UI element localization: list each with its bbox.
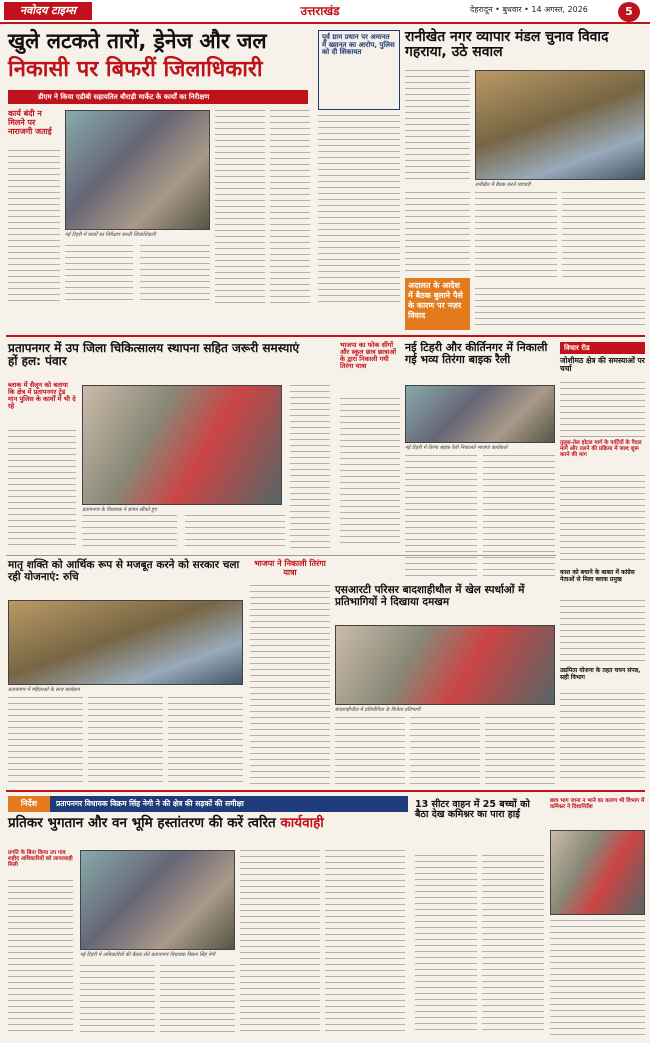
directive-text: प्रतापनगर विधायक विक्रम सिंह नेगी ने की क्षेत्र की सड़कों की समीक्षा xyxy=(56,799,244,808)
tiranga-bike-photo xyxy=(405,385,555,443)
matrushakti-col2 xyxy=(88,697,163,782)
directive-label: निर्देश xyxy=(8,796,50,812)
vehicle-headline: 13 सीटर वाहन में 25 बच्चों को बैठा देख कमिश्नर का पारा हाई xyxy=(415,799,530,821)
sports-caption: बादशाहीथौल में प्रतियोगिता के विजेता प्रतिभागी xyxy=(335,707,421,713)
bottom-col1 xyxy=(8,880,73,1035)
pratapnagar-photo xyxy=(82,385,282,505)
lead-col1-text xyxy=(8,150,60,305)
lead-col3-text xyxy=(140,245,210,305)
bottom-col2 xyxy=(80,965,155,1035)
vichar-headline: जोशीमठ क्षेत्र की समस्याओं पर चर्चा xyxy=(560,356,645,374)
bottom-photo xyxy=(80,850,235,950)
sports-headline: एसआरटी परिसर बादशाहीथौल में खेल स्पर्धाओं में प्रतिभागियों ने दिखाया दमखम xyxy=(335,584,525,608)
lead-side-note: कार्य बंदी न मिलने पर नाराजगी जताई xyxy=(8,109,52,136)
top-right-photo xyxy=(475,70,645,180)
top-right-headline: रानीखेत नगर व्यापार मंडल चुनाव विवाद गहराया, उठे सवाल xyxy=(405,29,609,61)
dateline: देहरादून • बुधवार • 14 अगस्त, 2026 xyxy=(470,5,588,14)
pratapnagar-headline: प्रतापनगर में उप जिला चिकित्सालय स्थापना सहित जरूरी समस्याएं हों हल: पंवार xyxy=(8,341,300,369)
paper-logo: नवोदय टाइम्स xyxy=(4,2,92,20)
page-number: 5 xyxy=(618,2,640,22)
lead-col5-text xyxy=(270,110,310,305)
matrushakti-headline: मातृ शक्ति को आर्थिक रूप से मजबूत करने को सरकार चला रही योजनाएं: रुचि xyxy=(8,559,240,583)
sports-col2 xyxy=(410,717,480,785)
top-right-col4 xyxy=(562,192,645,282)
kicker-box xyxy=(318,30,400,110)
sports-col1 xyxy=(335,717,405,785)
tiranga-col1 xyxy=(405,455,477,580)
pratapnagar-col1 xyxy=(8,430,76,550)
right-kicker: छात्र भाग जाना न भाने का कारण भी विभाग में कमिश्नर ने दिशानिर्देश xyxy=(550,798,645,811)
matrushakti-photo xyxy=(8,600,243,685)
bottom-bullet: प्रगति के बिना किया उप गांव शहीद अधिकारियों को लापरवाही मिली xyxy=(8,850,73,869)
vehicle-col2 xyxy=(482,855,544,1035)
right-body xyxy=(550,920,645,1035)
kicker-text: पूर्व ग्राम प्रधान पर अमानत में ख्यानत का आरोप, पुलिस को दी शिकायत xyxy=(322,33,395,57)
bottom-col5 xyxy=(325,850,405,1035)
school-headline: भाजपा का फोक सींगों और स्कूल छात्र छात्राओं के द्वारा निकाली गयी तिरंगा यात्रा xyxy=(340,341,397,371)
bottom-caption: नई टिहरी में अधिकारियों की बैठक लेते प्रतापनगर विधायक विक्रम सिंह नेगी xyxy=(80,952,216,958)
top-right-caption: रानीखेत में बैठक करते व्यापारी xyxy=(475,182,531,188)
pratapnagar-caption: प्रतापनगर के विधायक ने ज्ञापन सौंपते हुए xyxy=(82,507,157,513)
right-photo xyxy=(550,830,645,915)
bottom-col3 xyxy=(160,965,235,1035)
bottom-headline xyxy=(8,816,408,831)
lead-headline-top: खुले लटकते तारों, ड्रेनेज और जल xyxy=(8,29,267,53)
lead-headline-bottom: निकासी पर बिफरीं जिलाधिकारी xyxy=(8,57,263,82)
directive-strip xyxy=(8,796,408,812)
divider-bottom xyxy=(6,790,645,792)
vichar-label xyxy=(560,342,645,354)
lead-col2-text xyxy=(65,245,133,305)
matrushakti-col1 xyxy=(8,697,83,782)
pratapnagar-bullet: ब्लाक में सैलून को बताया कि क्षेत्र में प्रतापनगर ट्रेड मान पुलिस के कार्यों में भी दे रहे xyxy=(8,381,76,411)
pratapnagar-col4 xyxy=(290,385,330,550)
lead-photo xyxy=(65,110,210,230)
tiranga-small-headline: भाजपा ने निकाली तिरंगा यात्रा xyxy=(254,559,326,577)
school-body xyxy=(340,398,400,548)
top-right-col5 xyxy=(475,288,645,328)
tiranga-col2 xyxy=(483,455,555,580)
bottom-col4 xyxy=(240,850,320,1035)
matrushakti-col3 xyxy=(168,697,243,782)
lead-strap: डीएम ने किया एडीबी सहायतित बौराड़ी मार्केट के कार्यों का निरीक्षण xyxy=(8,90,308,104)
top-right-col2 xyxy=(405,192,470,272)
vichar-body3 xyxy=(560,600,645,665)
vichar-sub3: उद्यमिता योजना के तहत चयन संपन्न, सही विभाग xyxy=(560,667,641,681)
vichar-body4 xyxy=(560,693,645,783)
vichar-sub2: काश को बचाने के बाबत में कांग्रेस नेताओं से मिला ब्लाक प्रमुख xyxy=(560,569,635,583)
kicker-body xyxy=(318,115,400,305)
sports-photo xyxy=(335,625,555,705)
vehicle-col1 xyxy=(415,855,477,1035)
vichar-body2 xyxy=(560,475,645,565)
vichar-label-b: रीड xyxy=(581,344,590,352)
section-label: उत्तराखंड xyxy=(300,4,340,18)
matrushakti-caption: प्रतापनगर में महिलाओं के साथ कार्यक्रम xyxy=(8,687,80,693)
vichar-sub1: तुलुस-तेल होटल मार्ग के पार्टियों के पैदल मार्ग और तलने की प्रक्रिया में जल्द शुरू करने की मांग xyxy=(560,440,642,459)
lead-col4-text xyxy=(215,110,265,305)
pratapnagar-col3 xyxy=(185,515,285,550)
divider-mid xyxy=(6,555,556,556)
bottom-headline-b: कार्यवाही xyxy=(280,815,324,831)
sports-col3 xyxy=(485,717,555,785)
masthead xyxy=(0,0,650,24)
top-right-col3 xyxy=(475,192,557,282)
tiranga-bike-caption: नई टिहरी में तिरंगा बाइक रैली निकालते भाजपा कार्यकर्ता xyxy=(405,445,508,451)
tiranga-bike-headline: नई टिहरी और कीर्तिनगर में निकाली गई भव्य तिरंगा बाइक रैली xyxy=(405,341,548,367)
bottom-headline-a: प्रतिकर भुगतान और वन भूमि हस्तांतरण की करें त्वरित xyxy=(8,815,276,831)
lead-caption: नई टिहरी में कार्यों का निरीक्षण करतीं जिलाधिकारी xyxy=(65,232,156,238)
quote-box: अदालत के आदेश में बैठक बुलाने पैसे के कारण पर नज़र विवाद xyxy=(405,278,470,330)
top-right-col1 xyxy=(405,70,470,180)
tiranga-small-body xyxy=(250,585,330,785)
pratapnagar-col2 xyxy=(82,515,177,550)
divider-top xyxy=(6,335,645,337)
vichar-label-a: विचार xyxy=(564,344,579,352)
vichar-body1 xyxy=(560,382,645,437)
